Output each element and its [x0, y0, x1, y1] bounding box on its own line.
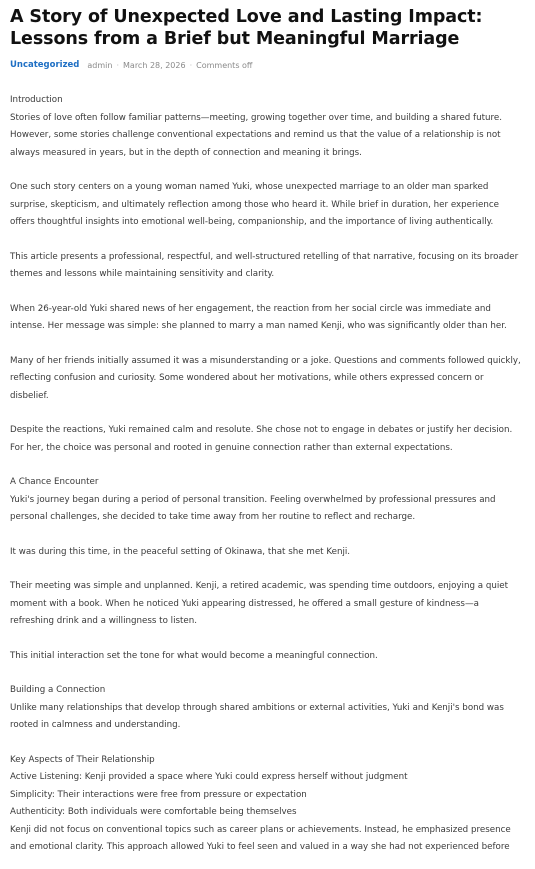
list-item: Authenticity: Both individuals were comfortable being themselves: [10, 807, 297, 817]
paragraph: Despite the reactions, Yuki remained calm and resolute. She chose not to engage in debates or justify her decision. For her, the choice was personal and rooted in genuine connection rather than external expectations.: [10, 425, 513, 453]
content-block: [10, 474, 524, 527]
paragraph: Yuki's journey began during a period of personal transition. Feeling overwhelmed by professional pressures and personal challenges, she decided to take time away from her routine to reflect and recharge.: [10, 494, 496, 522]
list-item: Simplicity: Their interactions were free from pressure or expectation: [10, 789, 307, 800]
section-heading: Building a Connection: [10, 685, 106, 695]
paragraph: This article presents a professional, respectful, and well-structured retelling of that narrative, focusing on its broader themes and lessons while maintaining sensitivity and clarity.: [10, 251, 519, 279]
section-heading: Introduction: [10, 95, 63, 105]
post-date: March 28, 2026: [123, 60, 186, 70]
post-meta: [10, 60, 524, 70]
article-title: A Story of Unexpected Love and Lasting Impact: Lessons from a Brief but Meaningful Marriage: [10, 7, 483, 49]
article-content: [10, 92, 524, 857]
meta-separator: ·: [116, 60, 120, 70]
paragraph: It was during this time, in the peaceful setting of Okinawa, that she met Kenji.: [10, 546, 351, 557]
content-block: [10, 682, 524, 735]
paragraph: Stories of love often follow familiar patterns—meeting, growing together over time, and building a shared future. However, some stories challenge conventional expectations and remind us that the value of a relationship is not always measured in years, but in the depth of connection and meaning it brings.: [10, 112, 503, 158]
paragraph: Kenji did not focus on conventional topics such as career plans or achievements. Instead, he emphasized presence and emotional clarity. This approach allowed Yuki to feel seen and valued in a way she had not experienced before: [10, 824, 511, 852]
content-block: [10, 92, 524, 162]
author-link[interactable]: admin: [87, 60, 113, 70]
category-link[interactable]: Uncategorized: [10, 60, 80, 70]
comments-status: Comments off: [196, 60, 253, 70]
section-heading: A Chance Encounter: [10, 477, 99, 487]
paragraph: One such story centers on a young woman named Yuki, whose unexpected marriage to an older man sparked surprise, skepticism, and ultimately reflection among those who heard it. While brief in duration, her experience offers thoughtful insights into emotional well-being, companionship, and the importance of living authentically.: [10, 182, 499, 227]
paragraph: This initial interaction set the tone for what would become a meaningful connection.: [10, 650, 378, 661]
paragraph: When 26-year-old Yuki shared news of her engagement, the reaction from her social circle was immediate and intense. Her message was simple: she planned to marry a man named Kenji, who was significantly older than her.: [10, 303, 507, 331]
section-heading: Key Aspects of Their Relationship: [10, 754, 155, 765]
list-item: Active Listening: Kenji provided a space where Yuki could express herself without judgment: [10, 772, 408, 782]
meta-separator: ·: [189, 60, 193, 70]
paragraph: Unlike many relationships that develop through shared ambitions or external activities, Yuki and Kenji's bond was rooted in calmness and understanding.: [10, 702, 504, 730]
aspects-list: [10, 752, 524, 857]
paragraph: Many of her friends initially assumed it was a misunderstanding or a joke. Questions and comments followed quickly, reflecting confusion and curiosity. Some wondered about her motivations, while others expressed concern or disbelief.: [10, 355, 521, 401]
paragraph: Their meeting was simple and unplanned. Kenji, a retired academic, was spending time outdoors, enjoying a quiet moment with a book. When he noticed Yuki appearing distressed, he offered a small gesture of kindness—a refreshing drink and a willingness to listen.: [10, 581, 509, 626]
